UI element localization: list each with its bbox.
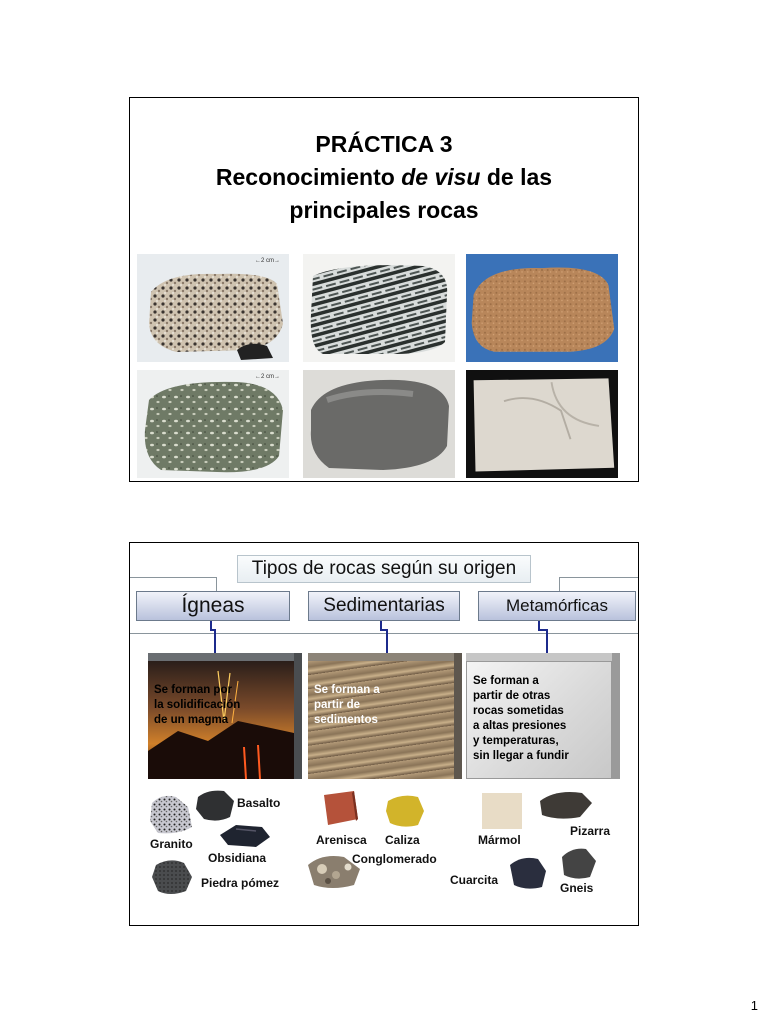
description-line: sedimentos bbox=[314, 714, 378, 726]
frame-line bbox=[559, 577, 639, 578]
frame-line bbox=[216, 577, 217, 591]
label-caliza: Caliza bbox=[385, 833, 420, 847]
slide-title: Tipos de rocas según su origen bbox=[237, 555, 531, 583]
connector bbox=[380, 629, 388, 653]
description-line: Se forman a bbox=[473, 675, 539, 687]
scale-label: ←2 cm→ bbox=[255, 258, 281, 264]
slide-practica-3 bbox=[129, 97, 639, 482]
label-obsidiana: Obsidiana bbox=[208, 851, 267, 865]
description-line: Se forman por bbox=[154, 684, 232, 696]
marmol-sample bbox=[480, 791, 524, 831]
scale-label: ←2 cm→ bbox=[255, 374, 281, 380]
title-line-3: principales rocas bbox=[289, 197, 479, 223]
obsidiana-sample bbox=[216, 823, 272, 849]
label-conglomerado: Conglomerado bbox=[352, 852, 437, 866]
frame-line bbox=[559, 577, 560, 591]
label-pizarra: Pizarra bbox=[570, 824, 611, 838]
piedra-pomez-sample bbox=[150, 857, 194, 897]
pizarra-sample bbox=[536, 787, 594, 823]
title-line-2: Reconocimiento de visu de las bbox=[215, 164, 553, 190]
label-granito: Granito bbox=[150, 837, 193, 851]
description-line: y temperaturas, bbox=[473, 735, 559, 747]
label-gneis: Gneis bbox=[560, 881, 594, 895]
title-line-1: PRÁCTICA 3 bbox=[315, 131, 453, 157]
connector bbox=[538, 629, 548, 653]
rock-photo-chalk bbox=[466, 370, 618, 478]
label-piedra-pomez: Piedra pómez bbox=[201, 876, 280, 890]
label-cuarcita: Cuarcita bbox=[450, 873, 499, 887]
category-metamorficas: Metamórficas bbox=[478, 591, 636, 621]
slide-title bbox=[130, 128, 638, 227]
rock-photo-sandstone bbox=[466, 254, 618, 362]
rock-photo-limestone bbox=[303, 370, 455, 478]
cuarcita-sample bbox=[506, 853, 550, 893]
description-line: partir de otras bbox=[473, 690, 551, 702]
frame-line bbox=[130, 577, 216, 578]
category-sedimentarias: Sedimentarias bbox=[308, 591, 460, 621]
gneis-sample bbox=[558, 845, 598, 883]
label-marmol: Mármol bbox=[478, 833, 521, 847]
slide-tipos-de-rocas bbox=[129, 542, 639, 926]
connector bbox=[210, 629, 216, 653]
page-number: 1 bbox=[750, 998, 758, 1013]
category-igneas: Ígneas bbox=[136, 591, 290, 621]
arenisca-sample bbox=[320, 789, 360, 829]
rock-photo-gneiss bbox=[303, 254, 455, 362]
granito-sample bbox=[148, 793, 194, 835]
description-line: partir de bbox=[314, 699, 361, 711]
description-line: a altas presiones bbox=[473, 720, 567, 732]
description-line: sin llegar a fundir bbox=[473, 750, 569, 762]
rock-photo-porphyry bbox=[137, 370, 289, 478]
description-line: de un magma bbox=[154, 714, 229, 726]
caliza-sample bbox=[384, 793, 426, 829]
rock-photo-granite bbox=[137, 254, 289, 362]
label-arenisca: Arenisca bbox=[316, 833, 367, 847]
description-line: rocas sometidas bbox=[473, 705, 564, 717]
basalto-sample bbox=[194, 787, 236, 823]
description-line: Se forman a bbox=[314, 684, 380, 696]
description-line: la solidificación bbox=[154, 699, 241, 711]
label-basalto: Basalto bbox=[237, 796, 281, 810]
